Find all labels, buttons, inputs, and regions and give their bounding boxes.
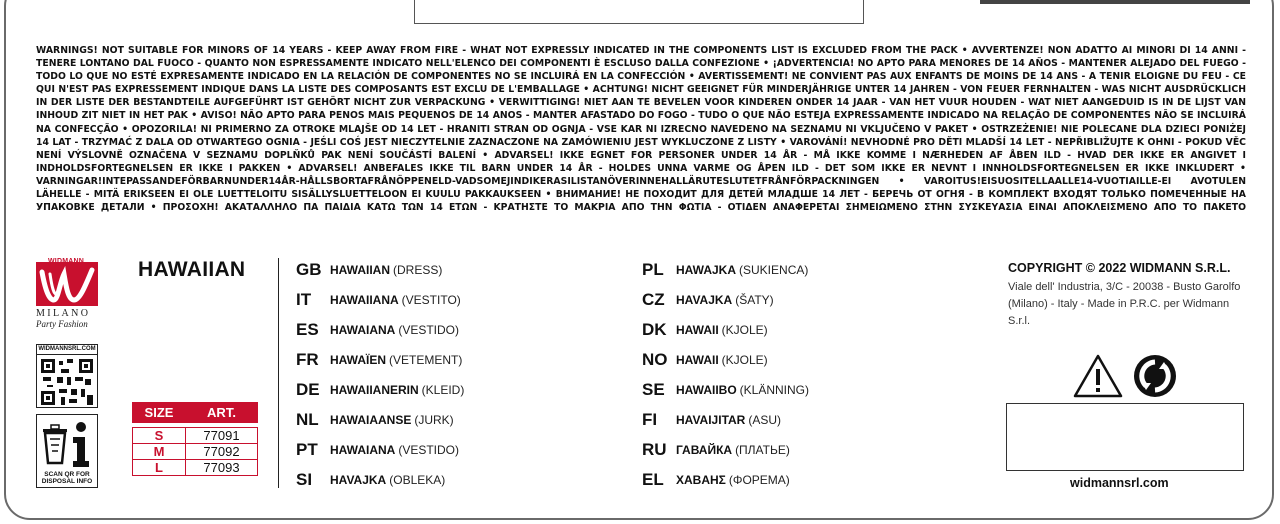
list-item [296, 440, 459, 462]
language-code: FR [296, 350, 319, 369]
recycling-bin-info-icon [41, 419, 95, 469]
logo-brand-text: WIDMANN [48, 258, 85, 265]
translated-name: HAVAJKA [330, 473, 387, 487]
translated-name: HAWAJKA [676, 263, 737, 277]
disposal-text: SCAN QR FOR DISPOSAL INFO [41, 471, 93, 485]
list-item [296, 260, 442, 282]
translated-desc: (KLÄNNING) [739, 383, 810, 397]
translated-name: HAWAIAANSE [330, 413, 412, 427]
translated-desc: (VESTIDO) [398, 323, 460, 337]
language-code: FI [642, 410, 658, 429]
warning-triangle-icon [1072, 353, 1124, 399]
language-code: IT [296, 290, 312, 309]
art-cell: 77093 [186, 460, 258, 476]
language-code: NO [642, 350, 668, 369]
list-item [642, 440, 790, 462]
list-item [642, 290, 774, 312]
list-item [296, 350, 462, 372]
logo-tagline: Party Fashion [36, 319, 88, 329]
size-cell: L [133, 460, 186, 476]
language-code: ES [296, 320, 319, 339]
blank-label-box [1006, 403, 1244, 471]
translated-desc: (KJOLE) [721, 353, 768, 367]
website-link[interactable]: widmannsrl.com [1070, 476, 1169, 490]
list-item [296, 470, 445, 492]
size-cell: S [133, 428, 186, 444]
translated-desc: (VESTIDO) [398, 443, 460, 457]
product-name: HAWAIIAN [138, 258, 246, 281]
top-panel-box [414, 0, 864, 24]
art-cell: 77092 [186, 444, 258, 460]
translated-desc: (SUKIENCA) [739, 263, 809, 277]
list-item [296, 290, 461, 312]
translated-name: ΧΑΒΑΗΣ [676, 473, 726, 487]
translated-name: HAWAIIAN [330, 263, 390, 277]
table-row [133, 460, 258, 476]
translated-name: HAWAIANA [330, 443, 396, 457]
language-code: RU [642, 440, 667, 459]
language-code: CZ [642, 290, 665, 309]
translated-name: HAWAIIBO [676, 383, 737, 397]
translated-desc: (JURK) [414, 413, 454, 427]
translated-name: HAWAII [676, 323, 719, 337]
list-item [642, 320, 768, 342]
language-code: SI [296, 470, 313, 489]
language-code: PL [642, 260, 664, 279]
list-item [642, 410, 781, 432]
disposal-info-block [36, 414, 98, 488]
translated-name: HAWAII [676, 353, 719, 367]
translated-name: HAVAJKA [676, 293, 733, 307]
copyright-line: COPYRIGHT © 2022 WIDMANN S.R.L. [1008, 261, 1231, 275]
language-code: EL [642, 470, 664, 489]
language-code: PT [296, 440, 318, 459]
list-item [296, 320, 459, 342]
size-table [132, 402, 258, 476]
translated-name: HAWAÏEN [330, 353, 387, 367]
translated-desc: (DRESS) [393, 263, 443, 277]
translated-desc: (OBLEKA) [389, 473, 446, 487]
company-address: Viale dell' Industria, 3/C - 20038 - Busto Garolfo (Milano) - Italy - Made in P.R.C. per Widmann S.r.l. [1008, 281, 1241, 327]
translated-name: HAVAIJITAR [676, 413, 746, 427]
qr-code-icon [41, 359, 93, 405]
widmann-w-icon [36, 262, 98, 306]
list-item [642, 380, 809, 402]
brand-logo [34, 258, 106, 330]
translated-desc: (ΦΟΡΕΜΑ) [728, 473, 790, 487]
qr-code-block [36, 344, 98, 408]
language-code: DE [296, 380, 320, 399]
table-row [133, 428, 258, 444]
qr-url: WIDMANNSRL.COM [37, 345, 97, 355]
table-row [133, 444, 258, 460]
vertical-divider [278, 258, 279, 488]
list-item [296, 410, 454, 432]
art-header: ART. [186, 403, 258, 423]
list-item [296, 380, 464, 402]
list-item [642, 260, 808, 282]
list-item [642, 470, 790, 492]
top-edge-bar [980, 0, 1250, 4]
size-header: SIZE [133, 403, 186, 423]
translated-desc: (ПЛАТЬЕ) [735, 443, 790, 457]
language-code: NL [296, 410, 319, 429]
list-item [642, 350, 768, 372]
language-code: GB [296, 260, 322, 279]
translated-name: HAWAIANA [330, 323, 396, 337]
translated-desc: (ŠATY) [735, 293, 774, 307]
translated-desc: (ASU) [748, 413, 782, 427]
translated-desc: (KLEID) [421, 383, 465, 397]
green-dot-recycle-icon [1132, 353, 1178, 399]
language-code: SE [642, 380, 665, 399]
art-cell: 77091 [186, 428, 258, 444]
translated-desc: (VESTITO) [401, 293, 461, 307]
language-code: DK [642, 320, 667, 339]
translated-desc: (VETEMENT) [389, 353, 463, 367]
multilingual-warnings: WARNINGS! NOT SUITABLE FOR MINORS OF 14 YEARS - KEEP AWAY FROM FIRE - WHAT NOT EXPRESSLY INDICATED IN THE COMPONENTS LIST IS EXCLUDED FROM THE PACK • AVVERTENZE! NON ADATTO AI MINORI DI 14 ANNI - TENERE LONTANO DAL FUOCO - QUANTO NON ESPRESSAMENTE INDICATO NELL'ELENCO DEI COMPONENTI È ESCLUSO DALLA CONFEZIONE • ¡ADVERTENCIA! NO APTO PARA MENORES DE 14 AÑOS - MANTENER ALEJADO DEL FUEGO - TODO LO QUE NO ESTÉ EXPRESAMENTE INDICADO EN LA RELACIÓN DE COMPONENTES NO SE INCLUIRÁ EN LA CONFECCIÓN • AVERTISSEMENT! NE CONVIENT PAS AUX ENFANTS DE MOINS DE 14 ANS - A TENIR ELOIGNE DU FEU - CE QUI N'EST PAS EXPRESSEMENT INDIQUE DANS LA LISTE DES COMPOSANTS EST EXCLU DE L'EMBALLAGE • ACHTUNG! NICHT GEEIGNET FÜR MINDERJÄHRIGE UNTER 14 JAHREN - VON FEUER FERNHALTEN - WAS NICHT AUSDRÜCKLICH IN DER LISTE DER BESTANDTEILE AUFGEFÜHRT IST GEHÖRT NICHT ZUR VERPACKUNG • VERWITTIGING! NIET AAN TE BEVELEN VOOR KINDEREN ONDER 14 JAAR - VAN HET VUUR HOUDEN - WAT NIET AANGEDUID IS IN DE LIJST VAN INHOUD ZIT NIET IN HET PAK • AVISO! NÃO APTO PARA PENOS MAIS PEQUENOS DE 14 ANOS - MANTER AFASTADO DO FOGO - TUDO O QUE NÃO ESTEJA EXPRESSAMENTE INDICADO NA RELAÇÃO DE COMPONENTES NÃO SE INCLUIRÁ NA CONFECÇÃO • OPOZORILA! NI PRIMERNO ZA OTROKE MLAJŠE OD 14 LET - HRANITI STRAN OD OGNJA - VSE KAR NI IZRECNO NAVEDENO NA SEZNAMU NI VKLJUČENO V PAKET • OSTRZEŻENIE! NIE POLECANE DLA DZIECI PONIŻEJ 14 LAT - TRZYMAĆ Z DALA OD OTWARTEGO OGNIA - JEŚLI COŚ JEST NIECZYTELNIE ZAZNACZONE NA ZAMÓWIENIU JEST WYKLUCZONE Z LISTY • VAROVÁNÍ! NEVHODNÉ PRO DĚTI MLADŠÍ 14 LET - NEPŘIBLIŽUJTE K OHNI - POKUD VĚC NENÍ VÝSLOVNĚ OZNAČENA V SEZNAMU DOPLŇKŮ PAK NENÍ SOUČÁSTÍ BALENÍ • ADVARSEL! IKKE EGNET FOR PERSONER UNDER 14 ÅR - MÅ IKKE KOMME I NÆRHEDEN AF ÅBEN ILD - HVAD DER IKKE ER ANGIVET I INDHOLDSFORTEGNELSEN ER IKKE I PAKKEN • ADVARSEL! ANBEFALES IKKE TIL BARN UNDER 14 ÅR - HOLDES UNNA VARME OG ÅPEN ILD - DET SOM IKKE ER NEVNT I INNHOLDSFORTEGNELSEN ER IKKE INKLUDERT • VARNINGAR!INTEPASSANDEFÖRBARNUNDER14ÅR-HÅLLSBORTAFRÅNÖPPENELD-VADSOMEJINDIKERASILISTANÖVERINNEHALLÄRUTESLUTETFRÅNFÖRPACKNINGEN • VAROITUS!EISUOSITELLAALLE14-VUOTIAILLE-EI AVOTULEN LÄHELLE - MITÄ ERIKSEEN EI OLE LUETTELOITU SISÄLLYSLUETTELOON EI KUULU PAKKAUKSEEN • ВНИМАНИЕ! НЕ ПОХОДИТ ДЛЯ ДЕТЕЙ МЛАДШЕ 14 ЛЕТ - БЕРЕЧЬ ОТ ОГНЯ - В КОМПЛЕКТ ВХОДЯТ ТОЛЬКО ПОМЕЧЕННЫЕ НА УПАКОВКЕ ДЕТАЛИ • ΠΡΟΣΟΧΗ! ΑΚΑΤΑΛΛΗΛΟ ΠΑ ΠΑΙΔΙΑ ΚΑΤΩ ΤΩΝ 14 ΕΤΩΝ - ΚΡΑΤΗΣΤΕ ΤΟ ΜΑΚΡΙΑ ΑΠΟ ΤΗΝ ΦΩΤΙΑ - ΟΤΙΔΕΝ ΑΝΑΦΕΡΕΤΑΙ ΣΗΜΕΙΩΜΕΝΟ ΣΤΗΝ ΣΥΣΚΕΥΑΣΙΑ ΕΙΝΑΙ ΑΠΟΚΛΕΙΣΜΕΝΟ ΑΠΟ ΤΟ ΠΑΚΕΤΟ [36, 45, 1246, 214]
size-cell: M [133, 444, 186, 460]
translated-desc: (KJOLE) [721, 323, 768, 337]
translated-name: ГАВАЙКА [676, 443, 733, 457]
translated-name: HAWAIIANERIN [330, 383, 419, 397]
translated-name: HAWAIIANA [330, 293, 399, 307]
logo-city: MILANO [36, 308, 91, 319]
